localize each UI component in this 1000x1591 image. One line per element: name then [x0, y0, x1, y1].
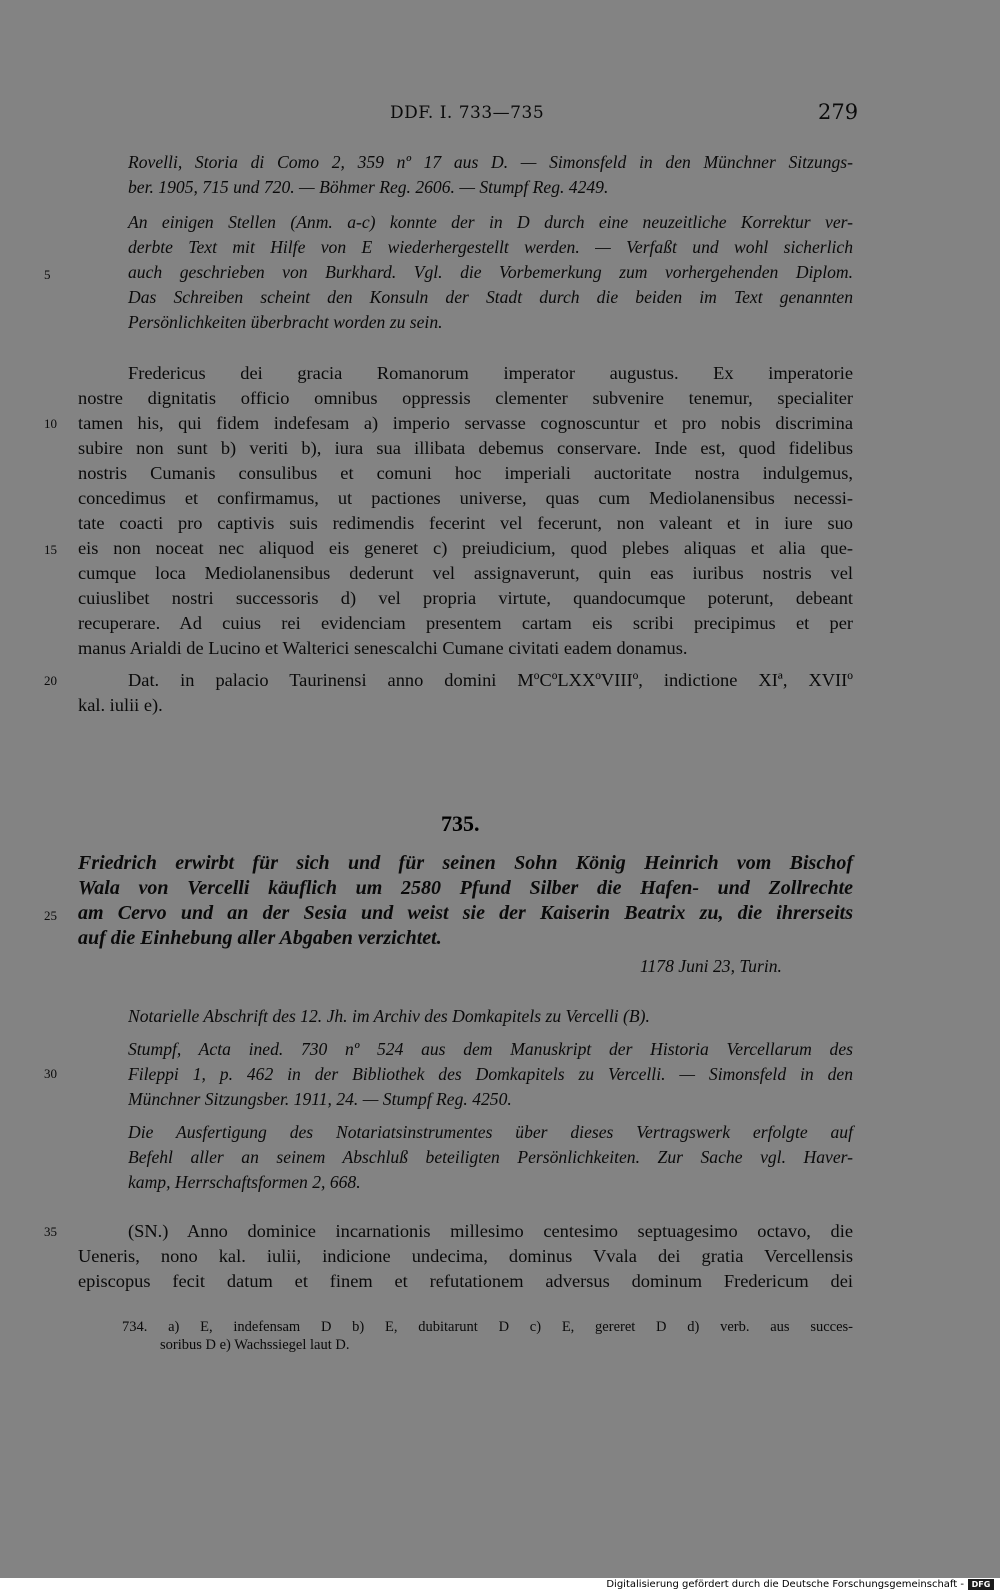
line-number: 5 — [44, 267, 51, 282]
text-line: cumque loca Mediolanensibus dederunt vel assignaverunt, quin eas iuribus nostris vel — [78, 563, 853, 583]
text-line: eis non noceat nec aliquod eis generet c) preiudicium, quod plebes aliquas et alia que- — [78, 538, 853, 558]
text-line: Friedrich erwirbt für sich und für seinen Sohn König Heinrich vom Bischof — [78, 852, 853, 874]
text-line: recuperare. Ad cuius rei evidenciam presentem cartam eis scribi precipimus et per — [78, 613, 853, 633]
text-line: auf die Einhebung aller Abgaben verzichtet. — [78, 927, 442, 949]
doc734-sources — [128, 150, 853, 200]
text-line: Die Ausfertigung des Notariatsinstrumentes über dieses Vertragswerk erfolgte auf — [128, 1122, 853, 1142]
text-line: auch geschrieben von Burkhard. Vgl. die Vorbemerkung zum vorhergehenden Diplom. — [128, 262, 853, 282]
text-line: Persönlichkeiten überbracht worden zu sein. — [128, 312, 443, 332]
doc734-text — [78, 361, 853, 661]
running-header: DDF. I. 733—735 — [390, 103, 545, 123]
date-place: 1178 Juni 23, Turin. — [640, 956, 782, 976]
doc735-tradition — [128, 1004, 853, 1029]
text-line: Wala von Vercelli käuflich um 2580 Pfund Silber die Hafen- und Zollrechte — [78, 877, 853, 899]
line-number: 15 — [44, 542, 57, 557]
line-number: 25 — [44, 908, 57, 923]
footnote-line: 734. a) E, indefensam D b) E, dubitarunt D c) E, gereret D d) verb. aus succes- — [122, 1319, 853, 1335]
line-number: 30 — [44, 1066, 57, 1081]
text-line: am Cervo und an der Sesia und weist sie der Kaiserin Beatrix zu, die ihrerseits — [78, 902, 853, 924]
doc735-regest — [78, 851, 853, 951]
text-line: kamp, Herrschaftsformen 2, 668. — [128, 1172, 361, 1192]
text-line: episcopus fecit datum et finem et refutationem adversus dominum Fredericum dei — [78, 1271, 853, 1291]
line-number: 35 — [44, 1224, 57, 1239]
text-line: Befehl aller an seinem Abschluß beteiligten Persönlichkeiten. Zur Sache vgl. Haver- — [128, 1147, 853, 1167]
doc735-text — [78, 1219, 853, 1294]
text-line: Ueneris, nono kal. iulii, indicione undecima, dominus Vvala dei gratia Vercellensis — [78, 1246, 853, 1266]
text-line: nostre dignitatis officio omnibus oppressis clementer subvenire tenemur, specialiter — [78, 388, 853, 408]
text-line: concedimus et confirmamus, ut pactiones universe, quas cum Mediolanensibus necessi- — [78, 488, 853, 508]
text-line: Münchner Sitzungsber. 1911, 24. — Stumpf Reg. 4250. — [128, 1089, 512, 1109]
text-line: subire non sunt b) veriti b), iura sua illibata debemus conservare. Inde est, quod fidelibus — [78, 438, 853, 458]
page-number: 279 — [818, 100, 859, 124]
document-number: 735. — [441, 811, 480, 836]
text-line: Das Schreiben scheint den Konsuln der Stadt durch die beiden im Text genannten — [128, 287, 853, 307]
text-line: (SN.) Anno dominice incarnationis millesimo centesimo septuagesimo octavo, die — [128, 1221, 853, 1241]
funding-credit: Digitalisierung gefördert durch die Deutsche Forschungsgemeinschaft - — [606, 1579, 964, 1590]
text-line: manus Arialdi de Lucino et Walterici senescalchi Cumane civitati eadem donamus. — [78, 638, 688, 658]
doc735-note — [128, 1120, 853, 1195]
text-line: Notarielle Abschrift des 12. Jh. im Archiv des Domkapitels zu Vercelli (B). — [128, 1006, 650, 1026]
line-number: 20 — [44, 673, 57, 688]
text-line: cuiuslibet nostri successoris d) vel propria virtute, quandocumque poterunt, debeant — [78, 588, 853, 608]
doc735-sources — [128, 1037, 853, 1112]
text-line: tate coacti pro captivis suis redimendis fecerint vel fecerunt, non valeant et in iure suo — [78, 513, 853, 533]
text-line: kal. iulii e). — [78, 695, 163, 715]
text-line: derbte Text mit Hilfe von E wiederhergestellt werden. — Verfaßt und wohl sicherlich — [128, 237, 853, 257]
text-line: ber. 1905, 715 und 720. — Böhmer Reg. 2606. — Stumpf Reg. 4249. — [128, 177, 609, 197]
text-line: Fredericus dei gracia Romanorum imperator augustus. Ex imperatorie — [128, 363, 853, 383]
text-line: nostris Cumanis consulibus et comuni hoc imperiali auctoritate nostra indulgemus, — [78, 463, 853, 483]
text-line: Fileppi 1, p. 462 in der Bibliothek des Domkapitels zu Vercelli. — Simonsfeld in den — [128, 1064, 853, 1084]
text-line: An einigen Stellen (Anm. a-c) konnte der in D durch eine neuzeitliche Korrektur ver- — [128, 212, 853, 232]
footnote-line: soribus D e) Wachssiegel laut D. — [160, 1337, 350, 1353]
footnotes — [122, 1318, 853, 1354]
text-line: Rovelli, Storia di Como 2, 359 nº 17 aus D. — Simonsfeld in den Münchner Sitzungs- — [128, 152, 853, 172]
doc734-note — [128, 210, 853, 335]
doc734-dating — [78, 668, 853, 718]
dfg-logo: DFG — [968, 1579, 994, 1590]
line-number: 10 — [44, 416, 57, 431]
text-line: tamen his, qui fidem indefesam a) imperio servasse cognoscuntur et pro nobis discrimina — [78, 413, 853, 433]
text-line: Stumpf, Acta ined. 730 nº 524 aus dem Manuskript der Historia Vercellarum des — [128, 1039, 853, 1059]
text-line: Dat. in palacio Taurinensi anno domini MºCºLXXºVIIIº, indictione XIª, XVIIº — [128, 670, 853, 690]
